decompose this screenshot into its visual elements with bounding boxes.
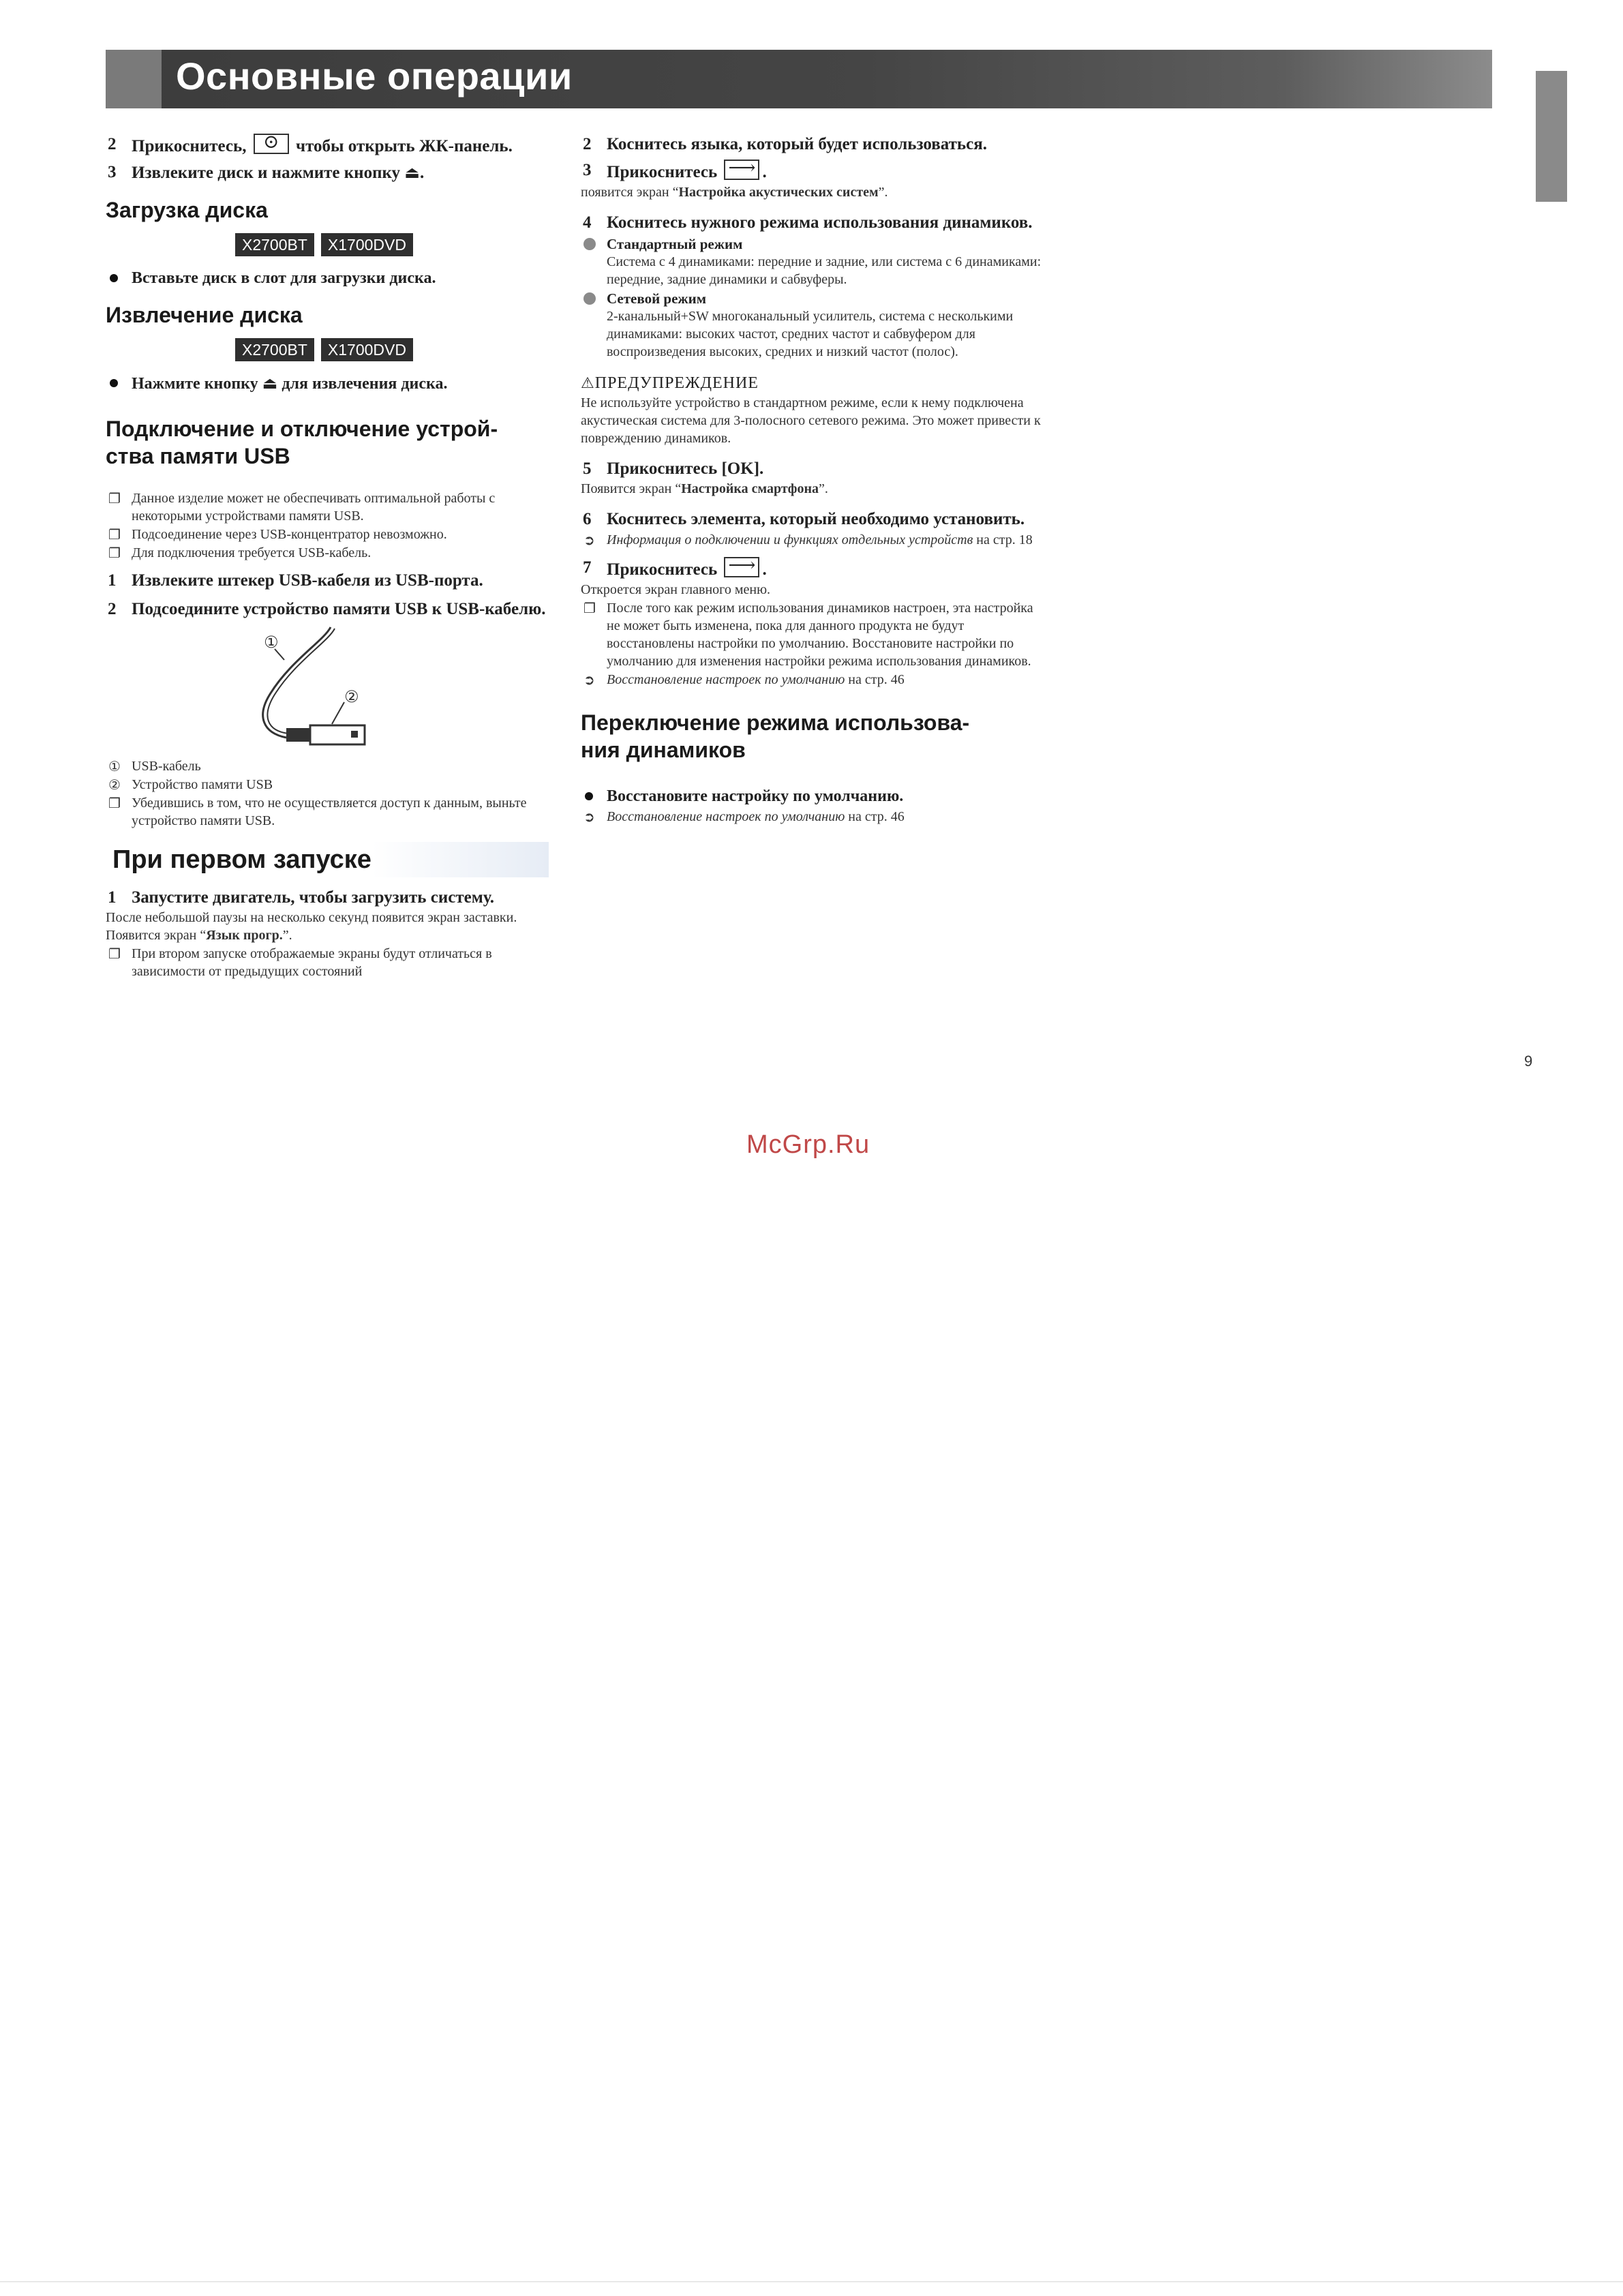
mode-network-title: Сетевой режим xyxy=(581,290,1044,307)
mode-standard-title: Стандартный режим xyxy=(581,235,1044,253)
step5-result: Появится экран “Настройка смартфона”. xyxy=(581,481,828,496)
eject-icon: ⏏ xyxy=(262,374,278,393)
step7-reference: ➲ Восстановление настроек по умолчанию на стр. 46 xyxy=(583,671,905,688)
warning-text: Не используйте устройство в стандартном режиме, если к нему подключена акустическая система для 3-полосного сетевого режима. Это может привести к повреждению динамиков. xyxy=(581,395,1041,446)
step-touch-next: 3 Прикоснитесь ⟶ . xyxy=(583,157,767,181)
first-start-text: После небольшой паузы на несколько секунд появится экран заставки. xyxy=(106,910,517,925)
section-title-usb: Подключение и отключение устрой- ства памяти USB xyxy=(106,417,498,468)
header-accent-block xyxy=(106,50,162,108)
usb-final-note: ❐ Убедившись в том, что не осуществляется доступ к данным, выньте устройство памяти USB. xyxy=(108,795,527,828)
switch-reference: ➲ Восстановление настроек по умолчанию на стр. 46 xyxy=(583,809,905,825)
mode-network-text: 2-канальный+SW многоканальный усилитель, система с несколькими динамиками: высоких частот, средних частот и сабвуфером для воспроизведения высоких, средних и низкий частот (полос). xyxy=(607,309,1014,359)
usb-note: ❐ Для подключения требуется USB-кабель. xyxy=(108,545,371,561)
step6-reference: ➲ Информация о подключении и функциях отдельных устройств на стр. 18 xyxy=(583,532,1033,548)
callout-label: ① USB-кабель xyxy=(108,758,201,774)
usb-cable-illustration xyxy=(106,620,549,757)
step-select-language: 2 Коснитесь языка, который будет использоваться. xyxy=(583,135,987,153)
usb-step: 2 Подсоедините устройство памяти USB к USB-кабелю. xyxy=(108,600,546,618)
callout-marker: ① xyxy=(264,633,279,652)
usb-connection-figure xyxy=(106,620,549,757)
step-touch-ok: 5 Прикоснитесь [OK]. xyxy=(583,459,764,478)
right-column xyxy=(581,130,1044,826)
model-badge: X1700DVD xyxy=(321,233,413,256)
first-start-note: ❐ При втором запуске отображаемые экраны будут отличаться в зависимости от предыдущих состояний xyxy=(108,946,492,979)
first-start-screen: Появится экран “Язык прогр.”. xyxy=(106,928,292,943)
model-badge: X1700DVD xyxy=(321,338,413,361)
usb-step: 1 Извлеките штекер USB-кабеля из USB-порта. xyxy=(108,571,483,590)
watermark: McGrp.Ru xyxy=(746,1130,870,1159)
section-title-first-start: При первом запуске xyxy=(106,842,549,877)
scan-edge-line xyxy=(0,2281,1623,2282)
section-title-load-disc: Загрузка диска xyxy=(106,198,268,222)
load-disc-instruction: Вставьте диск в слот для загрузки диска. xyxy=(106,267,549,289)
model-badges xyxy=(235,338,549,363)
callout-marker: ② xyxy=(344,687,359,706)
step-touch-next-final: 7 Прикоснитесь ⟶ . xyxy=(583,555,767,579)
callout-label: ② Устройство памяти USB xyxy=(108,776,273,793)
arrow-right-icon: ⟶ xyxy=(724,160,759,180)
arrow-right-icon: ⟶ xyxy=(724,557,759,577)
side-tab-marker xyxy=(1536,71,1567,202)
usb-note: ❐ Данное изделие может не обеспечивать оптимальной работы с некоторыми устройствами памяти USB. xyxy=(108,490,496,524)
step-open-panel: 2 Прикоснитесь, ⊙ чтобы открыть ЖК-панель. xyxy=(108,132,513,155)
step7-result: Откроется экран главного меню. xyxy=(581,582,771,597)
step3-result: появится экран “Настройка акустических систем”. xyxy=(581,185,888,200)
model-badge: X2700BT xyxy=(235,233,314,256)
section-title-switch-speaker-mode: Переключение режима использова- ния динамиков xyxy=(581,710,970,762)
left-column xyxy=(106,130,549,981)
page-number: 9 xyxy=(1524,1053,1533,1070)
section-title-eject-disc: Извлечение диска xyxy=(106,303,303,327)
usb-note: ❐ Подсоединение через USB-концентратор невозможно. xyxy=(108,526,447,543)
model-badges xyxy=(235,233,549,258)
step-eject-disc: 3 Извлеките диск и нажмите кнопку ⏏. xyxy=(108,163,425,182)
page-title: Основные операции xyxy=(176,55,573,97)
warning-title: ⚠ПРЕДУПРЕЖДЕНИЕ xyxy=(581,374,759,392)
mode-standard-text: Система с 4 динамиками: передние и задние, или система с 6 динамиками: передние, задние динамики и сабвуферы. xyxy=(607,254,1042,287)
model-badge: X2700BT xyxy=(235,338,314,361)
eject-icon: ⏏ xyxy=(404,163,420,182)
open-panel-icon: ⊙ xyxy=(254,134,289,154)
first-start-step: 1 Запустите двигатель, чтобы загрузить систему. xyxy=(108,888,495,907)
step7-note: ❐ После того как режим использования динамиков настроен, эта настройка не может быть изменена, пока для данного продукта не будут восстановлены настройки по умолчанию. Восстановите настройки по умолчанию для изменения настройки режима использования динамиков. xyxy=(583,600,1033,669)
restore-default-instruction: Восстановите настройку по умолчанию. xyxy=(581,785,1044,807)
eject-disc-instruction: Нажмите кнопку ⏏ для извлечения диска. xyxy=(106,372,549,395)
warning-icon: ⚠ xyxy=(581,375,595,392)
step-select-speaker-mode: 4 Коснитесь нужного режима использования динамиков. xyxy=(583,213,1033,232)
step-touch-item: 6 Коснитесь элемента, который необходимо установить. xyxy=(583,510,1025,528)
page-header-band xyxy=(106,50,1492,108)
